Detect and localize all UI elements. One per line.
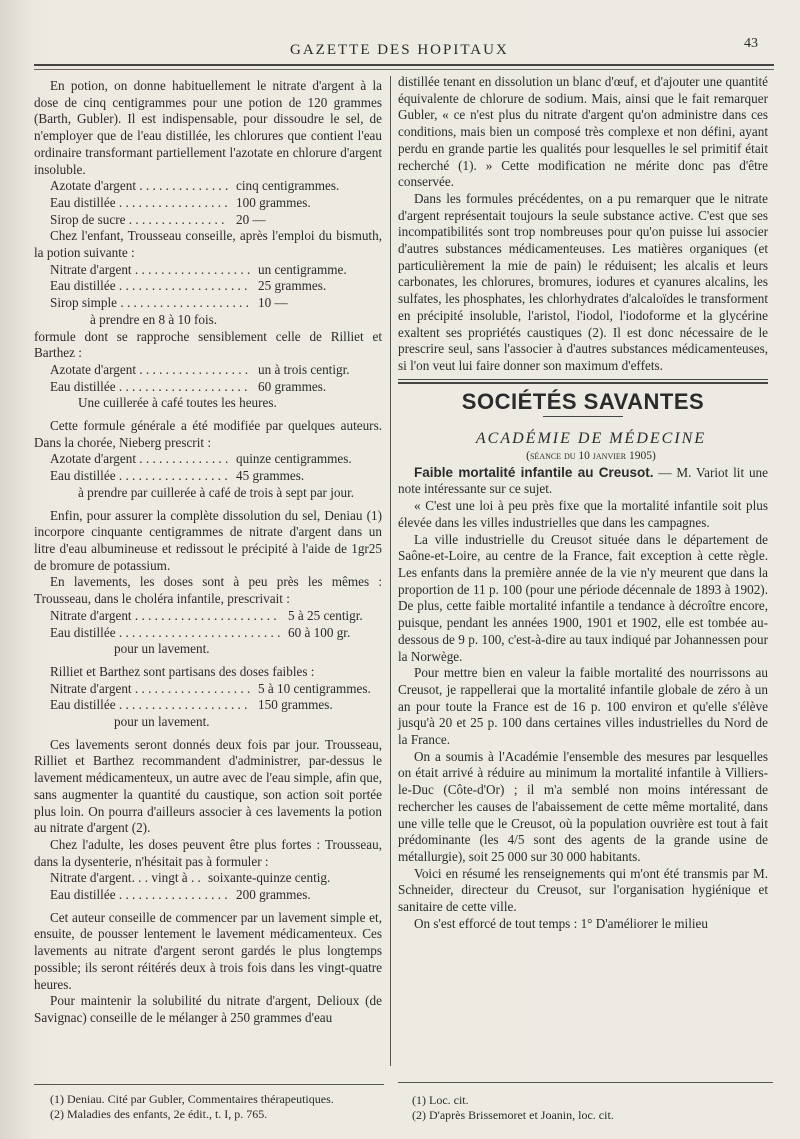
- prescription-line: [34, 451, 382, 468]
- footnote: (1) Loc. cit.: [412, 1093, 469, 1107]
- footnotes-right: [412, 1093, 772, 1123]
- drug-name: Eau distillée . . .: [50, 379, 250, 396]
- prescription-line: [34, 870, 382, 887]
- drug-dose: 25 grammes.: [258, 278, 327, 294]
- drug-dose: 60 grammes.: [258, 378, 327, 394]
- prescription-line: [34, 212, 382, 229]
- drug-name: Eau distillée . . .: [50, 697, 250, 714]
- prescription-line: [34, 278, 382, 295]
- paragraph: Enfin, pour assurer la complète dissolution du sel, Deniau (1) incorpore cinquante centigrammes de nitrate d'argent dans un litre d'eau albumineuse et redissout le précipité à l'aide de 1gr25 de bromure de potassium.: [34, 507, 382, 573]
- prescription-line: [34, 362, 382, 379]
- drug-dose: 5 à 25 centigr.: [288, 607, 363, 623]
- drug-dose: un centigramme.: [258, 261, 347, 277]
- paragraph: « C'est une loi à peu près fixe que la mortalité infantile soit plus élevée dans les villes industrielles que dans les campagnes.: [398, 498, 768, 530]
- drug-dose: 45 grammes.: [236, 468, 305, 484]
- paragraph: Rilliet et Barthez sont partisans des doses faibles :: [50, 663, 315, 679]
- header-rule: [34, 64, 774, 66]
- footnote: (1) Deniau. Cité par Gubler, Commentaires thérapeutiques.: [50, 1092, 334, 1106]
- drug-name: Eau distillée . . .: [50, 195, 228, 212]
- drug-dose: cinq centigrammes.: [236, 178, 340, 194]
- drug-dose: soixante-quinze centig.: [208, 870, 331, 886]
- paragraph: Cet auteur conseille de commencer par un lavement simple et, ensuite, de pousser lentement le lavement médicamenteux. Ces lavements au nitrate d'argent seront gardés le plus longtemps possible; ils seront réitérés deux à trois fois dans les vingt-quatre heures.: [34, 909, 382, 992]
- drug-dose: 5 à 10 centigrammes.: [258, 680, 371, 696]
- paragraph: Dans les formules précédentes, on a pu remarquer que le nitrate d'argent représentait toujours la seule substance active. C'est que ses incompatibilités sont trop nombreuses pour qu'on puisse lui associer d'autres substances médicamenteuses. Les matières organiques (et particulièrement la mie de pain) le réduisent; les alcalis et leurs carbonates, les chlorures, bromures, iodures et cyanures alcalins, les sulfates, les phosphates, les chlorhydrates d'alcaloïdes le transforment en précipité insoluble, l'aristol, l'iodol, l'iodoforme et la glycérine exaltent ses propriétés caustiques (2). Il est donc nécessaire de le prescrire seul, sans l'associer à d'autres substances médicamenteuses, si l'on veut lui faire donner son maximum d'effets.: [398, 190, 768, 373]
- prescription-note: pour un lavement.: [114, 714, 210, 730]
- footnote: (2) Maladies des enfants, 2e édit., t. I, p. 765.: [50, 1107, 268, 1121]
- paragraph: On a soumis à l'Académie l'ensemble des mesures par lesquelles on était arrivé à réduire au minimum la mortalité infantile à Villiers-le-Duc (Côte-d'Or) ; il m'a semblé non moins intéressant de rechercher les causes de l'abaissement de cette même mortalité, dans une ville telle que le Creusot, où la population ouvrière est tout à fait prédominante (les 4/5 sont des agents de la grande usine de métallurgie), soit 25 000 sur 30 000 habitants.: [398, 748, 768, 864]
- drug-name: Eau distillée . . .: [50, 468, 228, 485]
- paragraph: Pour mettre bien en valeur la faible mortalité des nourrissons au Creusot, je rappellerai que la mortalité infantile globale de zéro à un an pour toute la France est de 16 p. 100 environ et qu'elle s'élève jusqu'à 20 et 25 p. 100 dans certaines villes industrielles du Nord de la France.: [398, 665, 768, 748]
- page-number: 43: [744, 36, 758, 51]
- footnote-rule: [34, 1084, 384, 1085]
- paragraph: La ville industrielle du Creusot située dans le département de Saône-et-Loire, au centre de la France, fait exception à cette règle. Les enfants dans la première année de la vie n'y meurent que dans la proportion de 11 p. 100 (pour une période décennale de 1893 à 1902). De plus, cette faible mortalité infantile a tendance à décroître encore, puisque, pendant les années 1900, 1901 et 1902, elle est tombée au-dessous de 9 p. 100, c'est-à-dire au taux indiqué par Johannessen pour la Norwège.: [398, 531, 768, 664]
- prescription-line: [34, 608, 382, 625]
- prescription-note: à prendre en 8 à 10 fois.: [90, 311, 218, 327]
- drug-name: Nitrate d'argent. . . vingt à . . .: [50, 870, 200, 887]
- drug-name: Sirop de sucre . . .: [50, 212, 228, 229]
- paragraph: Chez l'adulte, les doses peuvent être plus fortes : Trousseau, dans la dysenterie, n'hésitait pas à formuler :: [34, 836, 382, 869]
- drug-name: Sirop simple . . .: [50, 295, 250, 312]
- academy-heading: ACADÉMIE DE MÉDECINE: [475, 430, 707, 448]
- prescription-line: [34, 697, 382, 714]
- footnotes-left: [50, 1092, 390, 1122]
- topic-title: Faible mortalité infantile au Creusot.: [414, 464, 654, 480]
- drug-dose: 150 grammes.: [258, 697, 333, 713]
- paragraph: En lavements, les doses sont à peu près les mêmes : Trousseau, dans le choléra infantile, prescrivait :: [34, 574, 382, 607]
- section-rule-thick: [398, 382, 768, 384]
- session-date: (séance du 10 janvier 1905): [526, 450, 656, 463]
- paragraph: formule dont se rapproche sensiblement celle de Rilliet et Barthez :: [34, 328, 382, 361]
- drug-name: Nitrate d'argent . . .: [50, 262, 250, 279]
- drug-dose: un à trois centigr.: [258, 361, 350, 377]
- prescription-note: Une cuillerée à café toutes les heures.: [78, 395, 277, 411]
- drug-dose: 200 grammes.: [236, 887, 311, 903]
- section-rule: [398, 379, 768, 380]
- left-column: [34, 78, 382, 1027]
- section-title: SOCIÉTÉS SAVANTES: [461, 388, 705, 414]
- drug-name: Eau distillée . . .: [50, 625, 280, 642]
- drug-dose: quinze centigrammes.: [236, 451, 352, 467]
- drug-dose: 20 —: [236, 211, 266, 227]
- footnote-rule: [398, 1082, 773, 1083]
- right-column: [398, 74, 768, 932]
- drug-dose: 100 grammes.: [236, 194, 311, 210]
- header-rule-thin: [34, 69, 774, 70]
- journal-title: GAZETTE DES HOPITAUX: [290, 42, 509, 58]
- drug-name: Azotate d'argent . . .: [50, 178, 228, 195]
- drug-name: Azotate d'argent . . .: [50, 362, 250, 379]
- prescription-note: pour un lavement.: [114, 641, 210, 657]
- paragraph: En potion, on donne habituellement le nitrate d'argent à la dose de cinq centigrammes pour une potion de 120 grammes (Barth, Gubler). Il est indispensable, pour dissoudre le sel, de n'employer que de l'eau distillée, les chlorures que contient l'eau ordinaire transformant partiellement l'azotate en chlorure d'argent insoluble.: [34, 78, 382, 177]
- page-header: [60, 36, 760, 66]
- paragraph: distillée tenant en dissolution un blanc d'œuf, et d'ajouter une quantité équivalente de chlorure de sodium. Mais, ainsi que le fait remarquer Gubler, « ce n'est plus du nitrate d'argent qu'on administre dans ces conditions, mais bien un composé très complexe et non défini, ayant perdu en grande partie les qualités pour lesquelles le sel primitif était recherché (1). » Cette modification ne mérite donc pas d'être conservée.: [398, 74, 768, 190]
- drug-dose: 60 à 100 gr.: [288, 624, 351, 640]
- drug-name: Nitrate d'argent . . .: [50, 681, 250, 698]
- paragraph: On s'est efforcé de tout temps : 1° D'améliorer le milieu: [414, 915, 708, 931]
- prescription-line: [34, 681, 382, 698]
- drug-dose: 10 —: [258, 295, 288, 311]
- paragraph: Cette formule générale a été modifiée par quelques auteurs. Dans la chorée, Nieberg prescrit :: [34, 418, 382, 450]
- prescription-line: [34, 379, 382, 396]
- paragraph: Pour maintenir la solubilité du nitrate d'argent, Delioux (de Savignac) conseille de le mélanger à 250 grammes d'eau: [34, 993, 382, 1025]
- paragraph: Voici en résumé les renseignements qui m'ont été transmis par M. Schneider, directeur du Creusot, sur l'organisation hygiénique et sanitaire de cette ville.: [398, 865, 768, 915]
- prescription-line: [34, 468, 382, 485]
- drug-name: Eau distillée . . .: [50, 887, 228, 904]
- prescription-note: à prendre par cuillerée à café de trois à sept par jour.: [78, 484, 355, 500]
- drug-name: Nitrate d'argent . . .: [50, 608, 280, 625]
- prescription-line: [34, 195, 382, 212]
- section-rule-short: [543, 416, 623, 417]
- prescription-line: [34, 887, 382, 904]
- prescription-line: [34, 625, 382, 642]
- footnote: (2) D'après Brissemoret et Joanin, loc. cit.: [412, 1108, 614, 1122]
- drug-name: Azotate d'argent . . .: [50, 451, 228, 468]
- prescription-line: [34, 295, 382, 312]
- prescription-line: [34, 262, 382, 279]
- column-divider: [390, 76, 391, 1066]
- paragraph: [398, 465, 768, 498]
- paragraph: Ces lavements seront donnés deux fois par jour. Trousseau, Rilliet et Barthez recommandent d'administrer, par-dessus le lavement médicamenteux, un autre avec de l'eau simple, afin que, sans augmenter la quantité du caustique, son action soit portée plus loin. On pourra d'ailleurs associer à ces lavements la potion au nitrate d'argent (2).: [34, 736, 382, 836]
- prescription-line: [34, 178, 382, 195]
- drug-name: Eau distillée . . .: [50, 278, 250, 295]
- paragraph: Chez l'enfant, Trousseau conseille, après l'emploi du bismuth, la potion suivante :: [34, 228, 382, 261]
- topic-author: — M. Variot lit une note intéressante sur ce sujet.: [398, 464, 769, 497]
